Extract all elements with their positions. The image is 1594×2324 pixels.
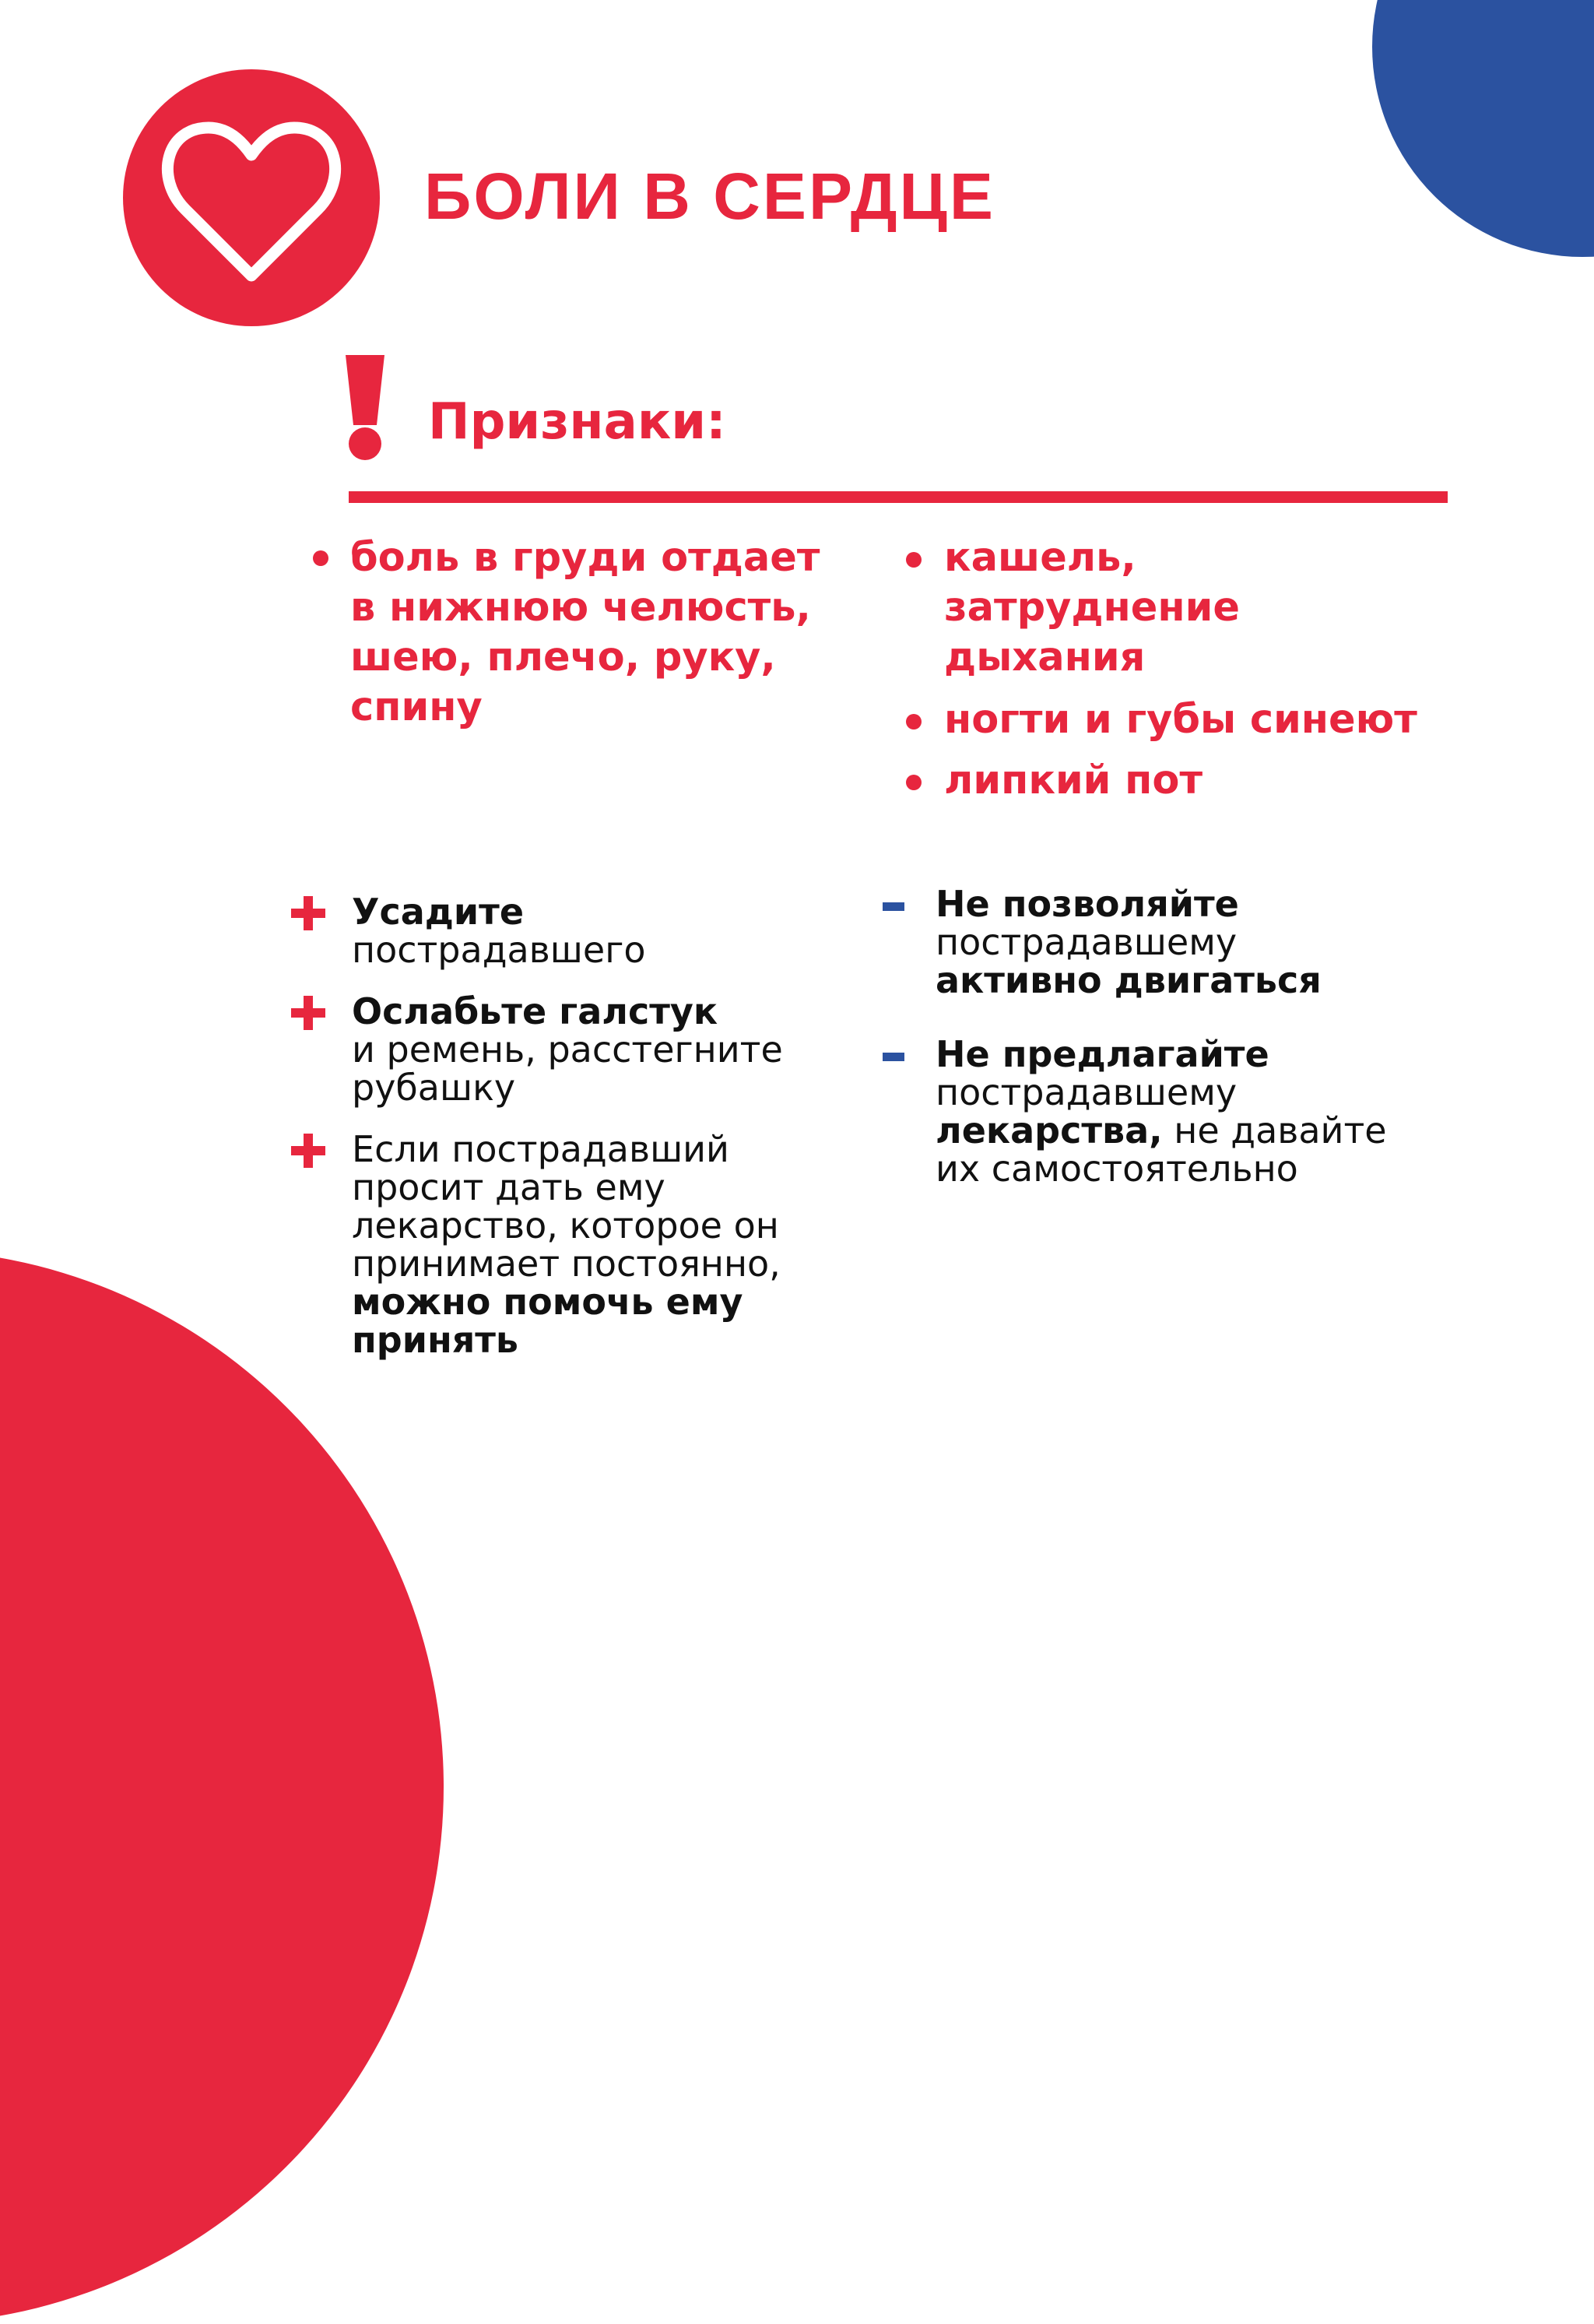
do-item: Усадите пострадавшего <box>352 893 850 969</box>
bullet-icon <box>906 714 922 730</box>
signs-list-right <box>944 533 1582 817</box>
exclamation-icon <box>342 355 388 461</box>
divider <box>349 491 1448 503</box>
do-list <box>352 893 850 1383</box>
dont-item: Не позволяйте пострадавшему активно двигаться <box>936 885 1574 1000</box>
minus-icon <box>883 1053 904 1061</box>
do-item: Ослабьте галстук и ремень, расстегните рубашку <box>352 993 850 1107</box>
blue-corner-circle <box>1372 0 1594 257</box>
list-item: кашель, затруднение дыхания <box>944 533 1582 683</box>
heart-badge <box>123 69 380 326</box>
bullet-icon <box>906 552 922 568</box>
do-item: Если пострадавший просит дать ему лекарство, которое он принимает постоянно, можно помочь ему принять <box>352 1130 850 1359</box>
plus-icon <box>291 1134 325 1168</box>
list-item: боль в груди отдает в нижнюю челюсть, шею, плечо, руку, спину <box>350 533 856 733</box>
signs-heading: Признаки: <box>428 393 726 451</box>
list-item: ногти и губы синеют <box>944 695 1582 745</box>
minus-icon <box>883 902 904 911</box>
plus-icon <box>291 996 325 1030</box>
bullet-icon <box>906 775 922 790</box>
plus-icon <box>291 896 325 930</box>
signs-list-left <box>350 533 856 733</box>
heart-icon <box>123 69 380 326</box>
bullet-icon <box>313 550 328 566</box>
list-item: липкий пот <box>944 756 1582 806</box>
dont-list <box>936 885 1574 1224</box>
dont-item: Не предлагайте пострадавшему лекарства, не давайте их самостоятельно <box>936 1035 1574 1188</box>
page-title: БОЛИ В СЕРДЦЕ <box>424 160 995 233</box>
red-corner-circle <box>0 1250 444 2324</box>
